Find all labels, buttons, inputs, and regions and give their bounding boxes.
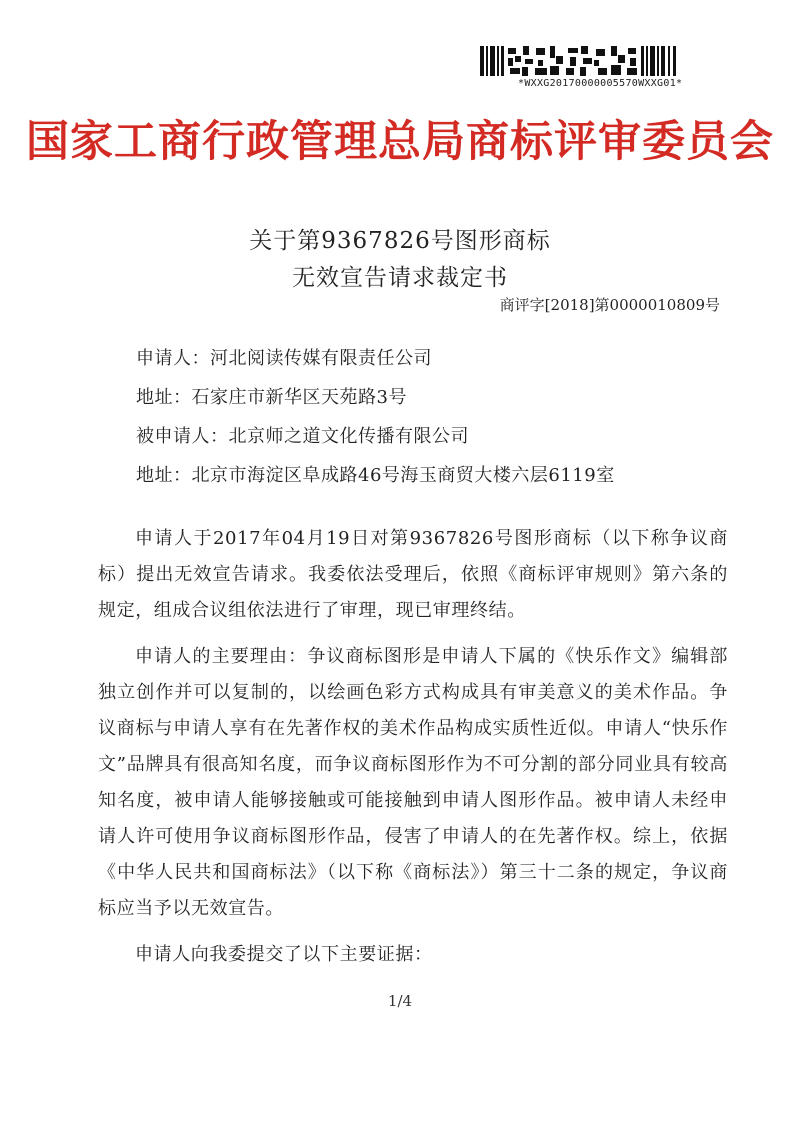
party-row-applicant: [136, 344, 432, 370]
barcode-text: *WXXG20170000005570WXXG01*: [518, 78, 683, 89]
barcode-block: [478, 46, 708, 89]
paragraph: 申请人于2017年04月19日对第9367826号图形商标（以下称争议商标）提出无效宣告请求。我委依法受理后，依照《商标评审规则》第六条的规定，组成合议组依法进行了审理，现已审理终结。: [98, 528, 728, 621]
reference-number: 商评字[2018]第0000010809号: [499, 296, 720, 314]
party-label: 被申请人：: [136, 426, 229, 447]
party-label: 地址：: [136, 387, 192, 408]
body-text: [98, 521, 728, 983]
party-value: 北京师之道文化传播有限公司: [228, 426, 469, 447]
document-title-line1: 关于第9367826号图形商标: [249, 228, 551, 254]
party-row-applicant-address: [136, 383, 407, 409]
page-number: 1/4: [387, 992, 413, 1010]
party-value: 河北阅读传媒有限责任公司: [210, 348, 432, 369]
party-row-respondent: [136, 422, 469, 448]
paragraph: 申请人的主要理由：争议商标图形是申请人下属的《快乐作文》编辑部独立创作并可以复制的，以绘画色彩方式构成具有审美意义的美术作品。争议商标与申请人享有在先著作权的美术作品构成实质性近似。申请人“快乐作文”品牌具有很高知名度，而争议商标图形作为不可分割的部分同业具有较高知名度，被申请人能够接触或可能接触到申请人图形作品。被申请人未经申请人许可使用争议商标图形作品，侵害了申请人的在先著作权。综上，依据《中华人民共和国商标法》（以下称《商标法》）第三十二条的规定，争议商标应当予以无效宣告。: [98, 646, 728, 919]
party-value: 石家庄市新华区天苑路3号: [191, 387, 407, 408]
party-value: 北京市海淀区阜成路46号海玉商贸大楼六层6119室: [191, 465, 615, 486]
party-row-respondent-address: [136, 461, 615, 487]
document-title-line2: 无效宣告请求裁定书: [292, 265, 508, 291]
party-label: 申请人：: [136, 348, 210, 369]
barcode-icon: [478, 46, 700, 76]
paragraph: 申请人向我委提交了以下主要证据：: [135, 944, 433, 965]
party-label: 地址：: [136, 465, 192, 486]
agency-name: 国家工商行政管理总局商标评审委员会: [26, 117, 774, 167]
